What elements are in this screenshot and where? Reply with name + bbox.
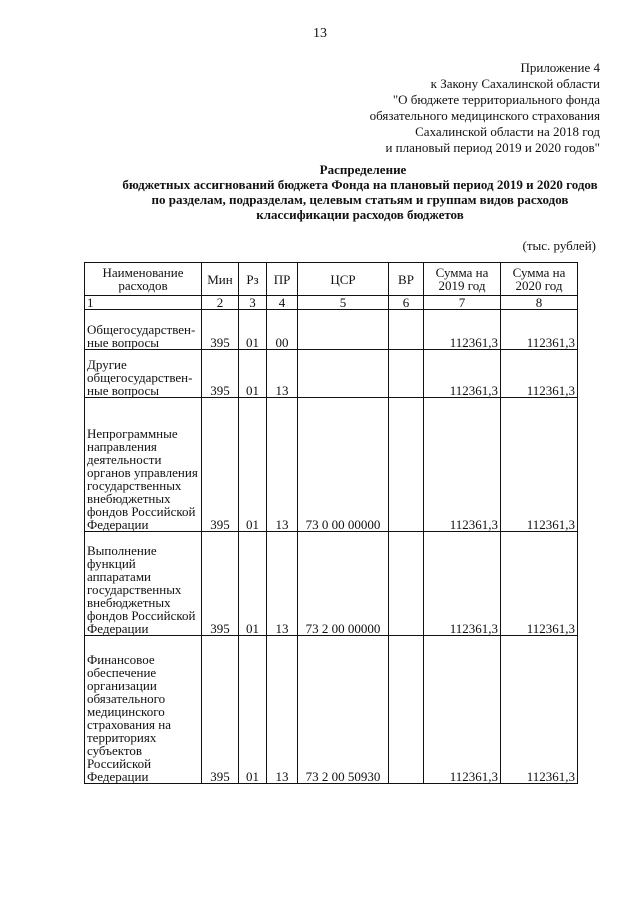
row-csr: 73 2 00 50930: [298, 636, 389, 784]
column-number: 6: [389, 296, 424, 310]
row-vr: [389, 532, 424, 636]
header-sum-2019: Сумма на 2019 год: [424, 263, 501, 296]
row-vr: [389, 350, 424, 398]
header-csr: ЦСР: [298, 263, 389, 296]
appendix-line: обязательного медицинского страхования: [369, 108, 600, 123]
column-number: 5: [298, 296, 389, 310]
table-row: [85, 532, 578, 636]
row-name: Общегосударствен-ные вопросы: [85, 310, 202, 350]
row-rz: 01: [239, 532, 267, 636]
row-min: 395: [202, 636, 239, 784]
row-min: 395: [202, 532, 239, 636]
table-header-row: [85, 263, 578, 296]
row-sum-2019: 112361,3: [424, 636, 501, 784]
row-rz: 01: [239, 398, 267, 532]
title-line: по разделам, подразделам, целевым статьям и группам видов расходов: [151, 192, 569, 207]
budget-table: [84, 262, 578, 784]
appendix-line: Сахалинской области на 2018 год: [415, 124, 600, 139]
row-sum-2019: 112361,3: [424, 532, 501, 636]
title-line: бюджетных ассигнований бюджета Фонда на плановый период 2019 и 2020 годов: [122, 177, 598, 192]
row-name: Другие общегосударствен-ные вопросы: [85, 350, 202, 398]
row-sum-2020: 112361,3: [501, 310, 578, 350]
table-row: [85, 636, 578, 784]
row-pr: 13: [267, 350, 298, 398]
row-pr: 13: [267, 532, 298, 636]
row-vr: [389, 310, 424, 350]
row-sum-2020: 112361,3: [501, 636, 578, 784]
table-row: [85, 398, 578, 532]
row-vr: [389, 398, 424, 532]
header-rz: Рз: [239, 263, 267, 296]
column-number-row: [85, 296, 578, 310]
row-name: Выполнение функций аппаратами государственных внебюджетных фондов Российской Федерации: [85, 532, 202, 636]
row-csr: [298, 310, 389, 350]
title-line: классификации расходов бюджетов: [256, 207, 464, 222]
appendix-line: Приложение 4: [520, 60, 600, 75]
row-vr: [389, 636, 424, 784]
row-pr: 00: [267, 310, 298, 350]
header-min: Мин: [202, 263, 239, 296]
header-pr: ПР: [267, 263, 298, 296]
row-name: Финансовое обеспечение организации обязательного медицинского страхования на территориях субъектов Российской Федерации: [85, 636, 202, 784]
column-number: 1: [85, 296, 202, 310]
row-sum-2020: 112361,3: [501, 532, 578, 636]
column-number: 2: [202, 296, 239, 310]
row-csr: 73 0 00 00000: [298, 398, 389, 532]
row-min: 395: [202, 350, 239, 398]
row-rz: 01: [239, 636, 267, 784]
row-sum-2020: 112361,3: [501, 398, 578, 532]
row-rz: 01: [239, 310, 267, 350]
appendix-line: "О бюджете территориального фонда: [392, 92, 600, 107]
column-number: 3: [239, 296, 267, 310]
column-number: 4: [267, 296, 298, 310]
header-sum-2020: Сумма на 2020 год: [501, 263, 578, 296]
row-csr: 73 2 00 00000: [298, 532, 389, 636]
header-vr: ВР: [389, 263, 424, 296]
header-name: Наименование расходов: [85, 263, 202, 296]
row-min: 395: [202, 310, 239, 350]
appendix-reference: [370, 60, 600, 156]
page-number: 13: [313, 26, 327, 41]
document-title: [60, 162, 640, 222]
row-sum-2019: 112361,3: [424, 398, 501, 532]
row-min: 395: [202, 398, 239, 532]
column-number: 7: [424, 296, 501, 310]
row-sum-2020: 112361,3: [501, 350, 578, 398]
row-sum-2019: 112361,3: [424, 350, 501, 398]
row-csr: [298, 350, 389, 398]
units-label: (тыс. рублей): [522, 238, 596, 253]
row-rz: 01: [239, 350, 267, 398]
title-line: Распределение: [319, 162, 407, 177]
table-row: [85, 310, 578, 350]
appendix-line: и плановый период 2019 и 2020 годов": [385, 140, 600, 155]
row-name: Непрограммные направления деятельности органов управления государственных внебюджетных фондов Российской Федерации: [85, 398, 202, 532]
row-pr: 13: [267, 636, 298, 784]
row-pr: 13: [267, 398, 298, 532]
row-sum-2019: 112361,3: [424, 310, 501, 350]
column-number: 8: [501, 296, 578, 310]
table-row: [85, 350, 578, 398]
appendix-line: к Закону Сахалинской области: [430, 76, 600, 91]
